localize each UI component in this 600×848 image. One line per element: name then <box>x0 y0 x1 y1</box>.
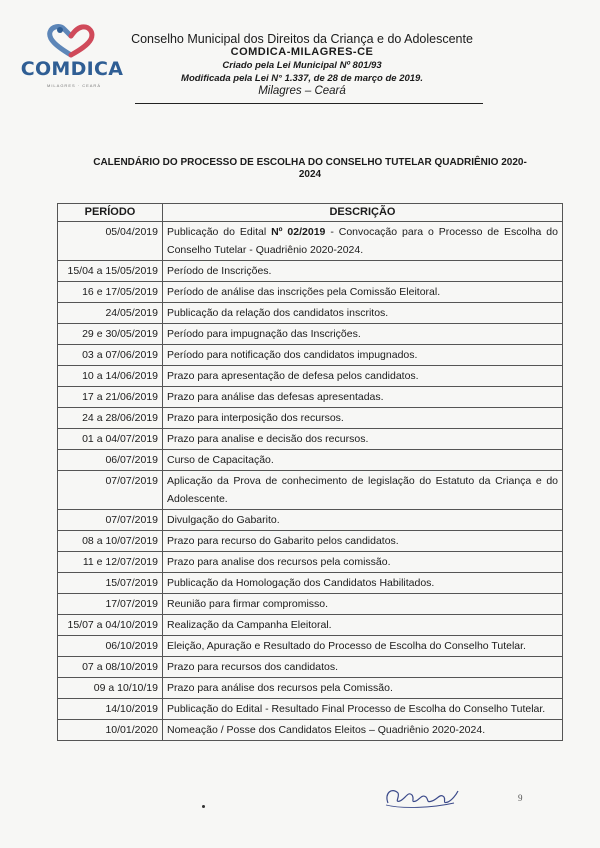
description-cell: Divulgação do Gabarito. <box>163 510 563 531</box>
period-cell: 17/07/2019 <box>58 594 163 615</box>
table-row <box>58 510 563 531</box>
description-cell: Publicação da Homologação dos Candidatos Habilitados. <box>163 573 563 594</box>
table-row <box>58 282 563 303</box>
council-acronym: COMDICA-MILAGRES-CE <box>230 46 374 58</box>
period-cell: 07/07/2019 <box>58 510 163 531</box>
description-cell: Prazo para apresentação de defesa pelos candidatos. <box>163 366 563 387</box>
period-cell: 16 e 17/05/2019 <box>58 282 163 303</box>
period-cell: 15/07/2019 <box>58 573 163 594</box>
description-cell <box>163 222 563 261</box>
description-cell: Prazo para análise das defesas apresentadas. <box>163 387 563 408</box>
description-cell: Prazo para recursos dos candidatos. <box>163 657 563 678</box>
period-cell: 07 a 08/10/2019 <box>58 657 163 678</box>
description-cell: Realização da Campanha Eleitoral. <box>163 615 563 636</box>
table-row <box>58 594 563 615</box>
heart-icon <box>46 24 96 58</box>
description-cell: Prazo para recurso do Gabarito pelos candidatos. <box>163 531 563 552</box>
column-header-description: DESCRIÇÃO <box>163 204 563 222</box>
table-row <box>58 657 563 678</box>
table-row <box>58 387 563 408</box>
description-text: - Convocação para o Processo de Escolha do Conselho Tutelar - Quadriênio 2020-2024. <box>167 226 558 256</box>
description-cell: Prazo para analise dos recursos pela comissão. <box>163 552 563 573</box>
header-divider <box>135 103 483 104</box>
city-state: Milagres – Ceará <box>258 85 346 97</box>
table-row <box>58 366 563 387</box>
logo-text: COMDICA <box>20 58 124 80</box>
description-cell: Nomeação / Posse dos Candidatos Eleitos – Quadriênio 2020-2024. <box>163 720 563 741</box>
period-cell: 29 e 30/05/2019 <box>58 324 163 345</box>
description-cell: Reunião para firmar compromisso. <box>163 594 563 615</box>
letterhead <box>120 33 484 98</box>
handwritten-signature <box>382 781 462 811</box>
table-row <box>58 615 563 636</box>
description-cell: Prazo para análise dos recursos pela Comissão. <box>163 678 563 699</box>
table-header-row <box>58 204 563 222</box>
table-row <box>58 345 563 366</box>
table-row <box>58 429 563 450</box>
table-row <box>58 720 563 741</box>
table-row <box>58 261 563 282</box>
period-cell: 10 a 14/06/2019 <box>58 366 163 387</box>
table-row <box>58 678 563 699</box>
description-cell: Período de Inscrições. <box>163 261 563 282</box>
table-row <box>58 699 563 720</box>
description-cell: Publicação do Edital - Resultado Final Processo de Escolha do Conselho Tutelar. <box>163 699 563 720</box>
creation-law: Criado pela Lei Municipal Nº 801/93 <box>222 60 382 71</box>
description-cell: Eleição, Apuração e Resultado do Processo de Escolha do Conselho Tutelar. <box>163 636 563 657</box>
document-title: CALENDÁRIO DO PROCESSO DE ESCOLHA DO CONSELHO TUTELAR QUADRIÊNIO 2020-2024 <box>93 157 527 180</box>
description-cell: Período de análise das inscrições pela Comissão Eleitoral. <box>163 282 563 303</box>
description-cell: Curso de Capacitação. <box>163 450 563 471</box>
description-cell: Período para notificação dos candidatos impugnados. <box>163 345 563 366</box>
description-cell: Aplicação da Prova de conhecimento de legislação do Estatuto da Criança e do Adolescente. <box>163 471 563 510</box>
council-name: Conselho Municipal dos Direitos da Criança e do Adolescente <box>131 32 473 46</box>
description-cell: Prazo para analise e decisão dos recursos. <box>163 429 563 450</box>
table-row <box>58 303 563 324</box>
table-row <box>58 408 563 429</box>
table-row <box>58 450 563 471</box>
description-cell: Prazo para interposição dos recursos. <box>163 408 563 429</box>
period-cell: 09 a 10/10/19 <box>58 678 163 699</box>
period-cell: 08 a 10/07/2019 <box>58 531 163 552</box>
period-cell: 15/04 a 15/05/2019 <box>58 261 163 282</box>
period-cell: 01 a 04/07/2019 <box>58 429 163 450</box>
page-number: 9 <box>518 793 523 803</box>
table-row <box>58 552 563 573</box>
table-row <box>58 636 563 657</box>
logo-subtitle: MILAGRES · CEARÁ <box>46 83 101 88</box>
period-cell: 11 e 12/07/2019 <box>58 552 163 573</box>
edital-number: Nº 02/2019 <box>271 226 326 238</box>
comdica-logo <box>16 24 131 94</box>
table-row <box>58 471 563 510</box>
period-cell: 14/10/2019 <box>58 699 163 720</box>
period-cell: 15/07 a 04/10/2019 <box>58 615 163 636</box>
period-cell: 10/01/2020 <box>58 720 163 741</box>
table-row <box>58 222 563 261</box>
period-cell: 06/10/2019 <box>58 636 163 657</box>
table-row <box>58 573 563 594</box>
period-cell: 06/07/2019 <box>58 450 163 471</box>
description-cell: Período para impugnação das Inscrições. <box>163 324 563 345</box>
period-cell: 24/05/2019 <box>58 303 163 324</box>
stray-mark <box>202 805 205 808</box>
table-row <box>58 324 563 345</box>
description-text: Publicação do Edital <box>167 226 272 238</box>
table-row <box>58 531 563 552</box>
period-cell: 07/07/2019 <box>58 471 163 510</box>
period-cell: 05/04/2019 <box>58 222 163 261</box>
modification-law: Modificada pela Lei N° 1.337, de 28 de março de 2019. <box>181 73 423 84</box>
schedule-table <box>57 203 563 741</box>
column-header-period: PERÍODO <box>58 204 163 222</box>
period-cell: 24 a 28/06/2019 <box>58 408 163 429</box>
period-cell: 03 a 07/06/2019 <box>58 345 163 366</box>
description-cell: Publicação da relação dos candidatos inscritos. <box>163 303 563 324</box>
period-cell: 17 a 21/06/2019 <box>58 387 163 408</box>
